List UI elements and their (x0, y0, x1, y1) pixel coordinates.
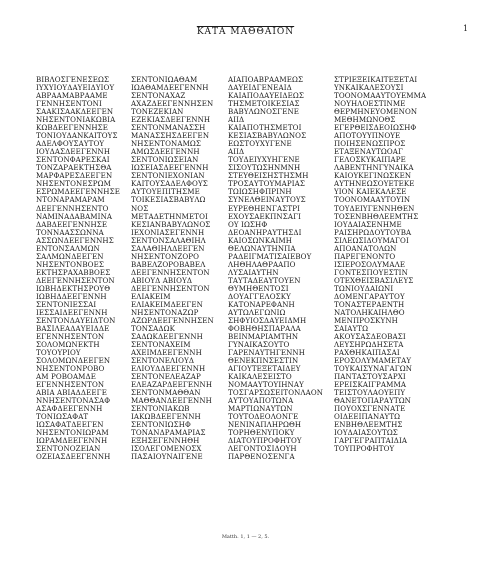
text-line: ΜΕΘΗΜΩΝΟΘΣ (334, 116, 396, 125)
text-line: ΕΡΟΣΟΛΥΜΑΜΕΤΑΥ (334, 357, 412, 366)
text-line: ΔΟΥΑΓΓΕΛΟΣΚΥ (228, 292, 291, 301)
text-line: ΣΕΝΤΟΝΜΑΝΑΣΣΗ (131, 124, 206, 133)
text-line: ΣΥΝΕΛΘΕΙΝΑΥΤΟΥΣ (228, 196, 306, 205)
text-line: ΓΕΛΟΣΚΥΚΑΙΠΑΡΕ (334, 156, 406, 165)
text-line: ΤΟΣΓΑΡΣΩΣΕΙΤΟΝΛΑΟΝ (228, 389, 324, 398)
text-line: ΝΟΥΗΛΟΕΣΤΙΝΜΕ (334, 100, 406, 109)
text-line: ΚΕΣΙΑΝΒΑΒΥΛΩΝΟΣ (131, 220, 211, 229)
text-line: ΤΟΟΝΟΜΑΑΥΤΟΥΙΝ (334, 196, 411, 205)
text-line: ΓΥΝΑΙΚΑΣΟΥΤΟ (228, 341, 290, 350)
text-line: ΕΛΙΑΚΕΙΜΔΕΕΓΕΝ (131, 300, 203, 309)
text-line: ΑΙΙΔ (228, 148, 245, 157)
text-line: ΙΩΡΑΜΔΕΕΓΕΝΝΗ (36, 437, 108, 446)
text-line: ΤΟΥΔΕΙΥΧΥΗΓΕΝΕ (228, 156, 300, 165)
text-line: ΑΚΟΥΣΑΣΔΕΟΒΑΣΙ (334, 333, 406, 341)
text-line: ΤΟΝΙΟΥΔΑΝΚΑΙΤΟΥΣ (36, 132, 118, 141)
text-line: ΕΛΕΑΖΑΡΔΕΕΓΕΝΝΗ (131, 381, 213, 390)
text-line: ΠΟΥΟΧΣΓΕΝΝΑΤΕ (334, 405, 406, 414)
text-line: ΓΟΝΤΕΣΠΟΥΕΣΤΙΝ (334, 268, 408, 277)
text-line: ΛΕΓΟΝΤΟΣΙΔΟΥΗ (228, 445, 297, 454)
text-line: ΑΠΟΤΟΥΥΠΝΟΥΕ (334, 132, 401, 141)
text-line: ΤΟΝΕΖΕΚΙΑΝ (131, 108, 184, 117)
text-line: ΣΙΣΟΥΤΩΣΗΝΜΝΗ (228, 164, 301, 173)
text-line: ΛΕΥΣΗΡΩΔΗΣΕΤΑ (334, 341, 404, 350)
text-line: ΠΑΝΤΑΣΤΟΥΣΑΡΧΙ (334, 373, 406, 382)
text-line: ΙΟΥΔΑΣΔΕΕΓΕΝΝΗ (36, 148, 111, 157)
text-line: ΚΕΣΙΑΣΒΑΒΥΛΩΝΟΣ (228, 132, 307, 141)
text-line: ΣΕΝΤΟΝΔΑΥΕΙΔΤΟΝ (36, 316, 116, 325)
text-line: ΣΕΝΤΟΝΕΛΙΟΥΔ (131, 357, 195, 366)
text-line: ΑΒΡΑΑΜΑΒΡΑΑΜΕ (36, 92, 108, 101)
text-line: ΓΑΡΕΝΑΥΤΗΓΕΝΝΗ (228, 349, 306, 358)
text-line: ΣΤΡΙΕΞΕΙΚΑΙΤΕΞΕΤΑΙ (334, 76, 418, 84)
text-line: ΡΑΧΘΗΚΑΙΠΑΣΑΙ (334, 349, 400, 358)
text-line: ΜΑΡΦΑΡΕΣΔΕΕΓΕΝ (36, 172, 113, 181)
text-line: ΜΕΝΠΡΟΣΚΥΝΗ (334, 316, 398, 325)
text-line: ΔΕΕΓΕΝΝΗΣΕΝΤΟΝ (131, 284, 210, 293)
text-line: ΕΝΒΗΘΛΕΕΜΤΗΣ (334, 421, 403, 430)
text-line: ΒΑΣΙΛΕΑΔΑΥΕΙΔΔΕ (36, 324, 110, 333)
text-line: ΑΔΕΛΦΟΥΣΑΥΤΟΥ (36, 140, 105, 149)
text-line: ΑΒΙΟΥΔ ΑΒΙΟΥΔ (131, 276, 193, 285)
text-line: ΠΑΣΑΙΟΥΝΑΙΓΕΝΕ (131, 453, 203, 462)
text-line: ΜΑΝΑΣΣΗΣΔΕΕΓΕΝ (131, 132, 210, 141)
text-line: ΝΟΣ (131, 204, 149, 213)
text-line: ΤΕΙΣΤΟΥΛΑΟΥΕΠΥ (334, 389, 406, 398)
text-line: ΜΑΡΤΙΩΝΑΥΤΩΝ (228, 405, 293, 414)
text-line: ΒΑΒΕΛΖΟΡΟΒΑΒΕΛ (131, 260, 206, 269)
text-line: ΣΕΝΤΟΝΟΖΕΙΑΝ (36, 445, 101, 454)
text-line: ΝΤΟΝΑΡΑΜΑΡΑΜ (36, 196, 105, 205)
book-title: ΚΑΤΑ ΜΑΘΘΑΙΟΝ (196, 27, 295, 37)
text-line: ΑΣΑΦΔΕΕΓΕΝΝΗ (36, 405, 103, 414)
text-column-1 (36, 76, 120, 462)
text-line: ΝΟΜΑΑΥΤΟΥΙΗΝΑΥ (228, 381, 304, 390)
text-line: ΝΝΗΣΕΝΤΟΝΑΣΑΦ (36, 397, 111, 406)
text-line: ΦΟΒΗΘΗΣΠΑΡΑΛΑ (228, 324, 301, 333)
text-line: ΣΕΝΤΟΝΑΧΕΙΜ (131, 341, 191, 350)
text-line: ΔΟΜΕΝΓΑΡΑΥΤΟΥ (334, 292, 405, 301)
text-line: ΑΜΩΣΔΕΕΓΕΝΝΗ (131, 148, 200, 157)
text-line: ΤΟΝΙΩΣΑΦΑΤ (36, 413, 89, 422)
text-line: ΑΣΣΩΝΔΕΕΓΕΝΝΗΣ (36, 236, 114, 245)
text-line: ΝΗΣΕΝΤΟΝΙΩΡΑΜ (36, 429, 109, 438)
text-line: ΤΟΙΚΕΣΙΑΣΒΑΒΥΛΩ (131, 196, 206, 205)
text-line: ΑΥΤΗΝΕΩΣΟΥΕΤΕΚΕ (334, 180, 415, 189)
text-line: ΟΤΕΧΘΕΙΣΒΑΣΙΛΕΥΣ (334, 276, 414, 285)
text-line: ΕΞΗΣΕΓΕΝΝΗΘΗ (131, 437, 200, 446)
text-line: ΙΕΧΟΝΙΑΣΕΓΕΝΝΗ (131, 228, 205, 237)
text-line: ΛΗΘΗΛΑΘΡΑΑΠΟ (228, 260, 296, 269)
text-line: ΛΑΒΕΝΤΗΝΓΥΝΑΙΚΑ (334, 164, 414, 173)
text-line: ΣΕΝΤΟΝΣΑΛΑΘΙΗΛ (131, 236, 206, 245)
text-line: ΝΕΝΙΝΑΠΛΗΡΩΘΗ (228, 421, 302, 430)
text-line: ΟΥ ΙΩΣΗΦ (228, 220, 268, 229)
text-line: ΕΓΕΡΘΕΙΣΔΕΟΙΩΣΗΦ (334, 124, 417, 133)
text-line: ΙΩΣΕΙΑΣΔΕΕΓΕΝΝΗ (131, 164, 209, 173)
footer-signature: Matth. 1, 1 — 2, 5. (221, 534, 270, 540)
text-line: ΚΑΙΤΟΥΣΑΔΕΛΦΟΥΣ (131, 180, 208, 189)
text-line: ΝΗΣΕΝΤΟΝΕΣΡΩΜ (36, 180, 111, 189)
text-line: ΣΑΑΚΙΣΑΑΚΔΕΕΓΕΝ (36, 108, 114, 117)
text-line: ΣΕΝΤΟΝΕΛΕΑΖΑΡ (131, 373, 201, 382)
text-line: ΣΑΔΩΚΔΕΕΓΕΝΝΗ (131, 333, 203, 341)
text-line: ΝΗΣΕΝΤΟΝΖΟΡΟ (131, 252, 200, 261)
text-line: ΣΕΝΤΟΝΙΩΣΗΦ (131, 421, 191, 430)
text-line: ΣΕΝΤΟΝΙΑΚΩΒ (131, 405, 190, 414)
text-line: ΔΕΟΑΝΗΡΑΥΤΗΣΔΙ (228, 228, 302, 237)
text-line: ΤΟΡΗΘΕΝΥΠΟΚΥ (228, 429, 295, 438)
text-line: ΣΕΝΤΟΝΑΧΑΖ (131, 92, 186, 101)
text-line: ΙΑΚΩΒΔΕΕΓΕΝΝΗ (131, 413, 201, 422)
text-line: ΤΟΥΤΟΔΕΟΛΟΝΓΕ (228, 413, 299, 422)
text-line: ΕΥΡΕΘΗΕΝΓΑΣΤΡΙ (228, 204, 300, 213)
text-line: ΚΑΙΟΥΚΕΓΙΝΩΣΚΕΝ (334, 172, 412, 181)
text-line: ΕΓΕΝΝΗΣΕΝΤΟΝ (36, 333, 105, 341)
text-line: ΤΟΝΑΝΔΡΑΜΑΡΙΑΣ (131, 429, 206, 438)
text-line: ΕΤΑΞΕΝΑΥΤΩΟΑΓ (334, 148, 403, 157)
text-line: ΑΙΑΠΟΑΒΡΑΑΜΕΩΣ (228, 76, 304, 84)
text-line: ΚΑΙΟΣΩΝΚΑΙΜΗ (228, 236, 293, 245)
text-line: ΤΟΥΚΑΙΣΥΝΑΓΑΓΩΝ (334, 365, 413, 374)
text-line: ΙΩΒΗΔΔΕΕΓΕΝΝΗ (36, 292, 107, 301)
text-line: ΙΩΑΘΑΜΔΕΕΓΕΝΝΗ (131, 84, 209, 93)
text-line: ΕΓΕΝΝΗΣΕΝΤΟΝ (36, 381, 105, 390)
text-line: ΡΑΙΣΗΡΩΔΟΥΤΟΥΒΑ (334, 228, 412, 237)
text-line: ΤΗΣΜΕΤΟΙΚΕΣΙΑΣ (228, 100, 300, 109)
text-line: ΑΥΤΟΥΕΠΙΤΗΣΜΕ (131, 188, 200, 197)
text-line: ΙΣΙΕΡΟΣΟΛΥΜΑΛΕ (334, 260, 406, 269)
text-line: ΤΟΝΣΑΔΩΚ (131, 324, 175, 333)
text-line: ΕΡΕΙΣΚΑΙΓΡΑΜΜΑ (334, 381, 407, 390)
text-line: ΔΙΑΤΟΥΠΡΟΦΗΤΟΥ (228, 437, 302, 446)
text-line: ΤΟΣΕΝΒΗΘΛΕΕΜΤΗΣ (334, 212, 419, 221)
text-line: ΤΡΟΣΑΥΤΟΥΜΑΡΙΑΣ (228, 180, 305, 189)
text-line: ΔΑΒΔΕΕΓΕΝΝΗΣΕ (36, 220, 108, 229)
text-line: ΕΝΤΟΝΣΑΛΜΩΝ (36, 244, 100, 253)
text-line: ΟΖΕΙΑΣΔΕΕΓΕΝΝΗ (36, 453, 111, 462)
text-line: ΣΕΝΤΟΝΜΑΘΘΑΝ (131, 389, 201, 398)
text-line: ΒΙΒΛΟΣΓΕΝΕΣΕΩΣ (36, 76, 110, 84)
text-line: ΣΕΝΤΟΝΙΕΧΟΝΙΑΝ (131, 172, 205, 181)
text-line: ΙΥΧΥΙΟΥΔΑΥΕΙΔΥΙΟΥ (36, 84, 115, 93)
text-line: ΡΑΔΕΙΓΜΑΤΙΣΑΙΕΒΟΥ (228, 252, 312, 261)
text-line: ΚΑΙΑΠΟΤΗΣΜΕΤΟΙ (228, 124, 302, 133)
text-line: ΝΗΣΕΝΤΟΝΒΟΕΣ (36, 260, 104, 269)
text-line: ΙΣΟΛΕΓΟΜΕΝΟΣΧ (131, 445, 202, 454)
text-line: ΕΖΕΚΙΑΣΔΕΕΓΕΝΝΗ (131, 116, 211, 125)
text-line: ΤΟΟΝΟΜΑΑΥΤΟΥΕΜΜΑ (334, 92, 427, 101)
text-line: ΣΟΛΟΜΩΝΕΚΤΗ (36, 341, 100, 350)
text-line: ΑΜ ΡΟΒΟΑΜΔΕ (36, 373, 97, 382)
text-line: ΤΩΙΩΣΗΦΠΡΙΝΗ (228, 188, 292, 197)
text-column-4 (334, 76, 426, 453)
text-line: ΠΑΡΘΕΝΟΣΕΝΓΑ (228, 453, 295, 462)
text-line: ΤΟΥΔΕΙΥΓΕΝΝΗΘΕΝ (334, 204, 415, 213)
text-line: ΕΛΙΑΚΕΙΜ (131, 292, 171, 301)
text-line: ΣΕΝΤΟΝΙΩΑΘΑΜ (131, 76, 198, 84)
text-line: ΑΒΙΑ ΑΒΙΑΔΔΕΕΓΕ (36, 389, 107, 398)
text-line: ΓΑΡΓΕΓΡΑΠΤΑΙΔΙΑ (334, 437, 408, 446)
text-line: ΙΩΣΑΦΑΤΔΕΕΓΕΝ (36, 421, 104, 430)
text-line: ΙΟΥΔΑΙΑΣΕΝΗΜΕ (334, 220, 402, 229)
text-line: ΑΧΑΖΔΕΕΓΕΝΝΗΣΕΝ (131, 100, 214, 109)
text-line: ΤΟΥΠΡΟΦΗΤΟΥ (334, 445, 395, 454)
text-line: ΕΛΙΟΥΔΔΕΕΓΕΝΝΗ (131, 365, 206, 374)
text-line: ΑΥΤΩΛΕΓΩΝΙΩ (228, 308, 286, 317)
text-line: ΑΖΩΡΔΕΕΓΕΝΝΗΣΕΝ (131, 316, 214, 325)
text-line: ΝΗΣΕΝΤΟΝΡΟΒΟ (36, 365, 105, 374)
text-line: ΝΑΜΙΝΑΔΑΒΑΜΙΝΑ (36, 212, 113, 221)
text-line: ΣΑΛΜΩΝΔΕΕΓΕΝ (36, 252, 104, 261)
text-line: ΕΚΤΗΣΡΑΧΑΒΒΟΕΣ (36, 268, 111, 277)
text-line: ΑΧΕΙΜΔΕΕΓΕΝΝΗ (131, 349, 202, 358)
text-column-2 (131, 76, 214, 462)
page-header (0, 27, 491, 37)
text-line: ΕΧΟΥΣΑΕΚΠΝΣΑΓΙ (228, 212, 301, 221)
text-line: ΤΩΝΙΟΥΔΑΙΩΝΙ (334, 284, 394, 293)
text-line: ΝΗΣΕΝΤΟΝΙΑΚΩΒΙΑ (36, 116, 116, 125)
text-line: ΣΙΛΕΩΣΙΔΟΥΜΑΓΟΙ (334, 236, 409, 245)
text-line: ΒΑΒΥΛΩΝΟΣΓΕΝΕ (228, 108, 300, 117)
text-line: ΒΕΙΝΜΑΡΙΑΜΤΗΝ (228, 333, 299, 341)
text-line: ΝΑΤΟΛΗΚΑΙΗΛΘΟ (334, 308, 405, 317)
text-line: ΠΑΡΕΓΕΝΟΝΤΟ (334, 252, 396, 261)
text-line: ΘΕΛΩΝΑΥΤΗΝΠΑ (228, 244, 296, 253)
text-line: ΣΤΕΥΘΕΙΣΗΣΤΗΣΜΗ (228, 172, 309, 181)
text-line: ΔΕΕΓΕΝΝΗΣΕΝΤΟ (36, 204, 109, 213)
text-line: ΟΙΔΕΕΙΠΑΝΑΥΤΩ (334, 413, 401, 422)
text-line: ΛΥΣΑΙΑΥΤΗΝ (228, 268, 279, 277)
text-line: ΜΕΤΑΔΕΤΗΝΜΕΤΟΙ (131, 212, 208, 221)
text-line: ΑΙΙΔ (228, 116, 245, 125)
text-line: ΣΕΝΤΟΝΦΑΡΕΣΚΑΙ (36, 156, 110, 165)
text-line: ΘΥΜΗΘΕΝΤΟΣΙ (228, 284, 289, 293)
text-line: ΓΕΝΝΗΣΕΝΤΟΝΙ (36, 100, 102, 109)
text-line: ΣΑΛΑΘΙΗΛΔΕΕΓΕΝ (131, 244, 205, 253)
text-line: ΑΥΤΟΥΑΠΟΤΩΝΑ (228, 397, 294, 406)
text-line: ΥΝΚΑΙΚΑΛΕΣΟΥΣΙ (334, 84, 404, 93)
text-line: ΥΙΟΝ ΚΑΙΕΚΑΛΕΣΕ (334, 188, 407, 197)
text-line: ΚΩΒΔΕΕΓΕΝΝΗΣΕ (36, 124, 109, 133)
text-column-3 (228, 76, 323, 462)
text-line: ΔΕΕΓΕΝΝΗΣΕΝΤΟΝ (131, 268, 210, 277)
text-line: ΘΕΡΜΗΝΕΥΟΜΕΝΟΝ (334, 108, 418, 117)
text-line: ΣΗΦΥΙΟΣΔΑΥΕΙΔΜΗ (228, 316, 307, 325)
text-line: ΣΑΙΑΥΤΩ (334, 324, 369, 333)
text-line: ΜΑΘΘΑΝΔΕΕΓΕΝΝΗ (131, 397, 212, 406)
text-line: ΠΟΙΗΣΕΝΩΣΠΡΟΣ (334, 140, 406, 149)
text-line: ΘΑΝΕΤΟΠΑΡΑΥΤΩΝ (334, 397, 411, 406)
text-line: ΣΕΝΤΟΝΙΕΣΣΑΙ (36, 300, 97, 309)
text-line: ΙΩΒΗΔΕΚΤΗΣΡΟΥΘ (36, 284, 111, 293)
text-line: ΤΟΝΝΑΑΣΣΩΝΝΑ (36, 228, 104, 237)
text-line: ΤΟΝΖΑΡΑΕΚΤΗΣΘΑ (36, 164, 112, 173)
text-line: ΙΟΥΔΑΙΑΣΟΥΤΩΣ (334, 429, 398, 438)
text-line: ΘΕΝΕΚΠΝΣΕΣΤΙΝ (228, 357, 299, 366)
text-line: ΔΑΥΕΙΔΓΕΝΕΑΙΔ (228, 84, 292, 93)
text-line: ΚΑΙΑΠΟΔΑΥΕΙΔΕΩΣ (228, 92, 304, 101)
text-line: ΑΓΙΟΥΤΕΞΕΤΑΙΔΕΥ (228, 365, 301, 374)
text-line: ΙΕΣΣΑΙΔΕΕΓΕΝΝΗ (36, 308, 108, 317)
text-line: ΝΗΣΕΝΤΟΝΑΖΩΡ (131, 308, 199, 317)
text-line: ΚΑΤΟΝΑΡΕΦΑΝΗ (228, 300, 295, 309)
text-line: ΝΗΣΕΝΤΟΝΑΜΩΣ (131, 140, 202, 149)
text-line: ΤΑΥΤΑΔΕΑΥΤΟΥΕΝ (228, 276, 301, 285)
text-line: ΣΕΝΤΟΝΙΩΣΕΙΑΝ (131, 156, 199, 165)
text-line: ΤΟΝΑΣΤΕΡΑΕΝΤΗ (334, 300, 405, 309)
text-line: ΤΟΥΟΥΡΙΟΥ (36, 349, 81, 358)
page-number: 1 (463, 24, 469, 33)
text-line: ΕΣΡΩΜΔΕΕΓΕΝΝΗΣΕ (36, 188, 120, 197)
text-line: ΣΟΛΟΜΩΝΔΕΕΓΕΝ (36, 357, 111, 366)
text-line: ΑΠΟΑΝΑΤΟΛΩΝ (334, 244, 397, 253)
text-line: ΕΩΣΤΟΥΧΥΓΕΝΕ (228, 140, 292, 149)
text-line: ΚΑΙΚΑΛΕΣΕΙΣΤΟ (228, 373, 292, 382)
text-line: ΔΕΕΓΕΝΝΗΣΕΝΤΟΝ (36, 276, 115, 285)
